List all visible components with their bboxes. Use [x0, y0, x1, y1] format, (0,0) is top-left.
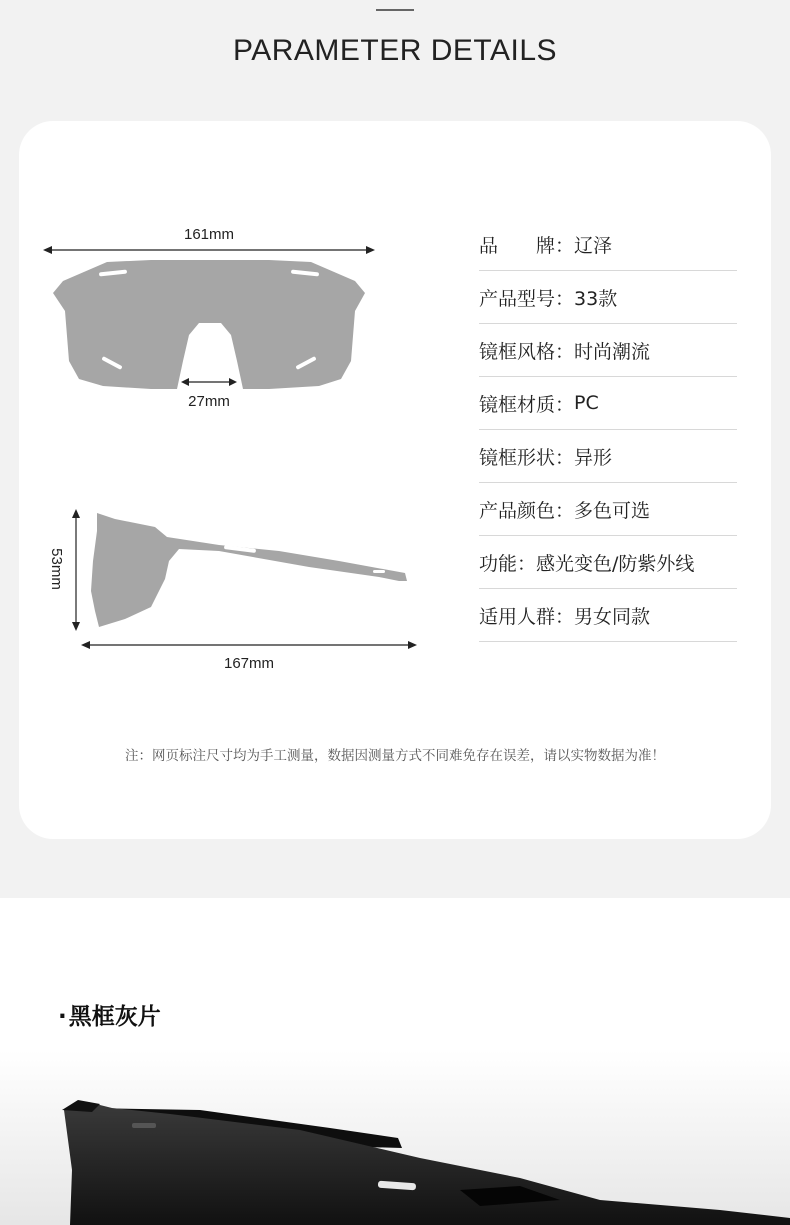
spec-value: 时尚潮流 [574, 340, 651, 363]
spec-label: 功能： [479, 552, 537, 575]
spec-value: 感光变色/防紫外线 [536, 552, 695, 575]
spec-value: 异形 [574, 446, 613, 469]
measurement-note: 注：网页标注尺寸均为手工测量，数据因测量方式不同难免存在误差，请以实物数据为准！ [125, 748, 665, 764]
spec-row-style [479, 324, 737, 377]
width-arrow [43, 246, 375, 254]
spec-row-material [479, 377, 737, 430]
spec-value: 男女同款 [574, 605, 651, 628]
spec-label: 镜框风格： [479, 340, 575, 363]
spec-row-shape [479, 430, 737, 483]
section-heading-text: 黑框灰片 [68, 1004, 161, 1030]
lens-width-label: 161mm [183, 226, 235, 243]
temple-length-label: 167mm [223, 655, 275, 672]
section-heading [58, 998, 161, 1031]
spec-label: 品 牌： [479, 234, 575, 257]
spec-row-audience [479, 589, 737, 642]
spec-label: 镜框形状： [479, 446, 575, 469]
height-arrow [72, 509, 80, 631]
spec-row-model [479, 271, 737, 324]
spec-label: 产品颜色： [479, 499, 575, 522]
nose-bridge-label: 27mm [188, 393, 230, 410]
length-arrow [81, 641, 417, 649]
front-view-glasses [53, 260, 365, 389]
spec-label: 产品型号： [479, 287, 575, 310]
spec-value: 辽泽 [574, 234, 613, 257]
bridge-arrow [181, 378, 237, 386]
spec-value: 33款 [574, 287, 618, 310]
spec-label: 适用人群： [479, 605, 575, 628]
spec-list [479, 218, 737, 642]
spec-value: 多色可选 [574, 499, 651, 522]
spec-row-color [479, 483, 737, 536]
parameter-card [19, 121, 771, 839]
spec-row-function [479, 536, 737, 589]
bullet-dot: · [58, 1004, 67, 1030]
spec-value: PC [574, 392, 599, 414]
spec-label: 镜框材质： [479, 393, 575, 416]
frame-height-label: 53mm [48, 548, 65, 590]
spec-row-brand [479, 218, 737, 271]
side-view-glasses [91, 513, 407, 627]
page-title: PARAMETER DETAILS [232, 34, 558, 67]
dimension-diagram [19, 121, 479, 721]
top-divider [376, 9, 414, 11]
product-photo-black-frame [0, 1050, 790, 1225]
